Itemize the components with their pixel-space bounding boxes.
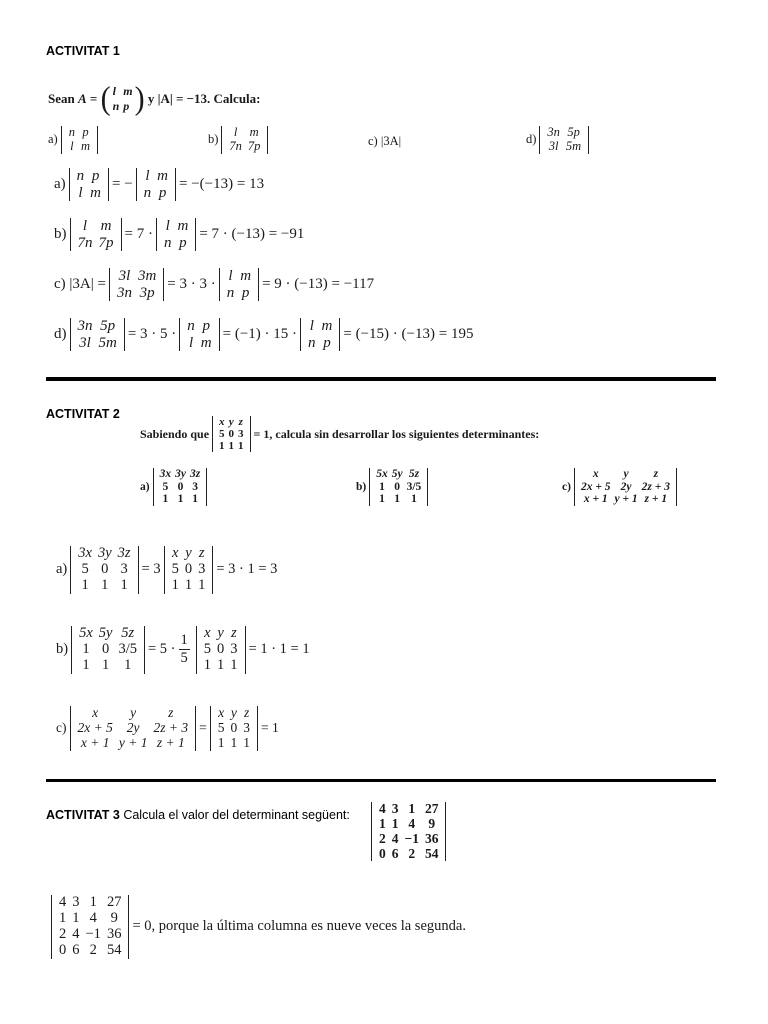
solution-1d: d) 3n 5p 3l 5m = 3 · 5 · n p l m = (−1) · 15 · l m n p = (−15) · (−13) = 195 <box>54 318 474 351</box>
section-divider <box>46 779 716 782</box>
activity-2-heading: ACTIVITAT 2 <box>46 407 120 421</box>
determinant: x y z 5 0 3 1 1 1 <box>196 626 246 674</box>
item-c: c) x y z 2x + 5 2y 2z + 3 x + 1 y + 1 z + 1 <box>562 468 680 506</box>
prompt-text: Calcula: <box>213 91 261 106</box>
item-a: a) n p l m <box>48 126 101 154</box>
solution-1a: a) n p l m = − l m n p = −(−13) = 13 <box>54 168 265 201</box>
determinant: l m n p <box>219 268 259 301</box>
prompt-text: y <box>147 91 155 106</box>
matrix-A: ( l m n p ) <box>100 80 145 117</box>
determinant: n p l m <box>69 168 109 201</box>
determinant: l m 7n 7p <box>221 126 268 154</box>
item-c: c) |3A| <box>368 134 402 148</box>
determinant: x y z 5 0 3 1 1 1 <box>210 706 258 751</box>
determinant: 4 3 1 27 1 1 4 9 2 4 −1 36 0 6 2 54 <box>371 802 446 861</box>
prompt-variable: A <box>77 91 87 106</box>
activity-1-heading: ACTIVITAT 1 <box>46 44 120 58</box>
determinant: 5x 5y 5z 1 0 3/5 1 1 1 <box>71 626 145 674</box>
determinant: n p l m <box>179 318 219 351</box>
activity-3-prompt: ACTIVITAT 3 Calcula el valor del determinant següent: <box>46 808 350 822</box>
activity-3-heading: ACTIVITAT 3 <box>46 808 120 822</box>
determinant: 3l 3m 3n 3p <box>109 268 164 301</box>
determinant: 3n 5p 3l 5m <box>539 126 589 154</box>
determinant: 5x 5y 5z 1 0 3/5 1 1 1 <box>369 468 428 506</box>
item-b: b) 5x 5y 5z 1 0 3/5 1 1 1 <box>356 468 431 506</box>
solution-1c: c) |3A| = 3l 3m 3n 3p = 3 · 3 · l m n p = 9 · (−13) = −117 <box>54 268 375 301</box>
activity-2-prompt: Sabiendo que x y z 5 0 3 1 1 1 = 1, calcula sin desarrollar los siguientes determinantes: <box>140 416 540 453</box>
activity-1-prompt: Sean A = ( l m n p ) y |A| = −13. Calcula: <box>48 80 261 117</box>
determinant: x y z 2x + 5 2y 2z + 3 x + 1 y + 1 z + 1 <box>70 706 197 751</box>
prompt-text: Sean <box>48 91 75 106</box>
determinant: 3x 3y 3z 5 0 3 1 1 1 <box>153 468 208 506</box>
solution-2b: b) 5x 5y 5z 1 0 3/5 1 1 1 = 5 · $\frac{1}{5}$ x y z 5 0 3 1 1 1 = 1 · 1 = 1 <box>56 625 310 673</box>
determinant: l m n p <box>300 318 340 351</box>
item-b: b) l m 7n 7p <box>208 126 271 154</box>
solution-2a: a) 3x 3y 3z 5 0 3 1 1 1 = 3 x y z 5 0 3 1 1 1 = 3 · 1 = 3 <box>56 545 278 593</box>
determinant: l m n p <box>156 218 196 251</box>
determinant: l m 7n 7p <box>70 218 122 251</box>
activity-1-items <box>46 126 706 160</box>
determinant: 3n 5p 3l 5m <box>70 318 125 351</box>
activity-2-items <box>46 468 706 514</box>
determinant: n p l m <box>61 126 98 154</box>
determinant: 3x 3y 3z 5 0 3 1 1 1 <box>70 546 138 594</box>
activity-3-matrix <box>368 802 449 865</box>
determinant: x y z 5 0 3 1 1 1 <box>164 546 214 594</box>
determinant: l m n p <box>136 168 176 201</box>
section-divider <box>46 377 716 381</box>
solution-1b: b) l m 7n 7p = 7 · l m n p = 7 · (−13) = −91 <box>54 218 305 251</box>
item-a: a) 3x 3y 3z 5 0 3 1 1 1 <box>140 468 210 506</box>
solution-3: 4 3 1 27 1 1 4 9 2 4 −1 36 0 6 2 54 = 0, porque la última columna es nueve veces la segunda. <box>48 895 466 959</box>
determinant: 4 3 1 27 1 1 4 9 2 4 −1 36 0 6 2 54 <box>51 895 129 959</box>
solution-2c: c) x y z 2x + 5 2y 2z + 3 x + 1 y + 1 z + 1 = x y z 5 0 3 1 1 1 = 1 <box>56 705 279 750</box>
determinant: x y z 2x + 5 2y 2z + 3 x + 1 y + 1 z + 1 <box>574 468 677 506</box>
prompt-determinant: |A| = −13. <box>157 91 211 106</box>
determinant: x y z 5 0 3 1 1 1 <box>212 416 251 452</box>
item-d: d) 3n 5p 3l 5m <box>526 126 592 154</box>
fraction: $\frac{1}{5}$ <box>180 632 188 667</box>
